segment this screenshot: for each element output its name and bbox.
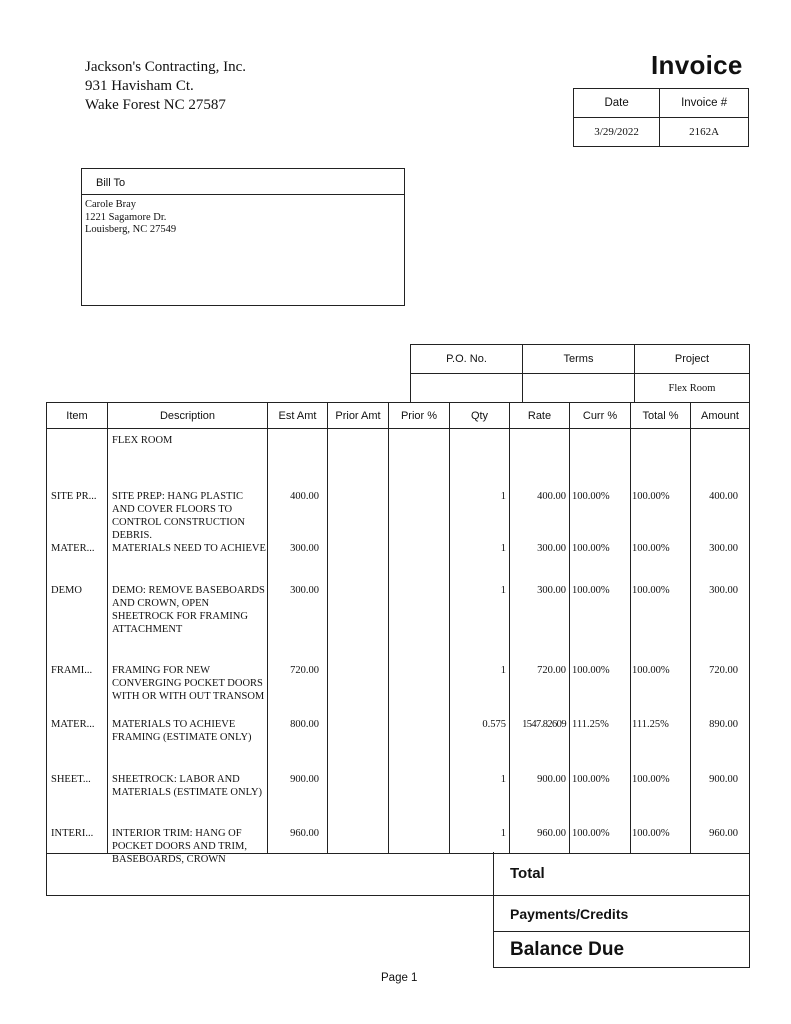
cell-total-pct: 100.00% [632,774,670,785]
cell-amount: 960.00 [709,828,738,839]
invoice-date: 3/29/2022 [574,118,660,147]
cell-item: SITE PR... [51,491,97,502]
column-header-amount: Amount [701,410,739,422]
cell-est-amt: 800.00 [290,719,319,730]
column-header-est-amt: Est Amt [268,403,328,428]
cell-est-amt: 960.00 [290,828,319,839]
cell-amount: 400.00 [709,491,738,502]
cell-amount: 900.00 [709,774,738,785]
table-body [47,429,749,865]
line-items-table [46,402,750,865]
date-label: Date [574,89,660,118]
column-header-qty: Qty [450,403,510,428]
cell-rate: 1547.82609 [522,719,566,730]
column-header-prior-amt: Prior Amt [328,403,389,428]
cell-curr-pct: 100.00% [572,491,610,502]
cell-qty: 1 [500,543,506,554]
column-header-prior-pct: Prior % [389,403,450,428]
cell-amount: 300.00 [709,585,738,596]
cell-curr-pct: 100.00% [572,543,610,554]
cell-amount: 300.00 [709,543,738,554]
cell-rate: 900.00 [537,774,566,785]
cell-total-pct: 111.25% [632,719,669,730]
column-header-rate: Rate [510,403,570,428]
bill-to-label: Bill To [82,169,404,195]
cell-total-pct: 100.00% [632,585,670,596]
cell-est-amt: 900.00 [290,774,319,785]
cell-curr-pct: 100.00% [572,828,610,839]
cell-qty: 1 [500,665,506,676]
cell-description: FRAMING FOR NEW CONVERGING POCKET DOORS WITH OR WITH OUT TRANSOM [112,665,265,702]
cell-qty: 0.575 [482,719,506,730]
cell-rate: 720.00 [537,665,566,676]
cell-curr-pct: 100.00% [572,774,610,785]
column-divider [107,429,108,853]
cell-est-amt: 300.00 [290,543,319,554]
page-number: Page 1 [381,972,418,984]
invoice-number-label: Invoice # [660,89,749,118]
column-divider [267,429,268,853]
company-block [85,58,246,115]
po-number-value [411,374,523,403]
cell-total-pct: 100.00% [632,828,670,839]
balance-due-label: Balance Due [493,932,750,968]
project-label: Project [635,345,750,374]
cell-total-pct: 100.00% [632,543,670,554]
cell-description: SHEETROCK: LABOR AND MATERIALS (ESTIMATE ONLY) [112,774,263,798]
cell-rate: 300.00 [537,585,566,596]
order-info-table [410,344,750,403]
bill-to-address-line2: Louisberg, NC 27549 [85,224,177,235]
cell-rate: 400.00 [537,491,566,502]
column-header-item: Item [47,403,108,428]
document-title: Invoice [651,50,743,80]
column-divider [449,429,450,853]
column-header-curr-pct: Curr % [570,403,631,428]
cell-item: INTERI... [51,828,94,839]
totals-spacer [46,852,494,896]
cell-item: DEMO [51,585,82,596]
cell-rate: 960.00 [537,828,566,839]
cell-description: MATERIALS TO ACHIEVE FRAMING (ESTIMATE ONLY) [112,719,252,743]
column-divider [327,429,328,853]
bill-to-address-line1: 1221 Sagamore Dr. [85,211,167,223]
cell-total-pct: 100.00% [632,665,670,676]
po-number-label: P.O. No. [411,345,523,374]
cell-rate: 300.00 [537,543,566,554]
invoice-meta-table [573,88,749,147]
bill-to-box [81,168,405,306]
cell-item: MATER... [51,719,95,730]
cell-qty: 1 [500,828,506,839]
cell-curr-pct: 111.25% [572,719,609,730]
column-header-description: Description [108,403,268,428]
cell-amount: 890.00 [709,719,738,730]
cell-est-amt: 720.00 [290,665,319,676]
company-address-line2: Wake Forest NC 27587 [85,97,226,113]
column-header-total-pct: Total % [631,403,691,428]
cell-item: MATER... [51,543,95,554]
cell-est-amt: 300.00 [290,585,319,596]
cell-total-pct: 100.00% [632,491,670,502]
cell-description: DEMO: REMOVE BASEBOARDS AND CROWN, OPEN SHEETROCK FOR FRAMING ATTACHMENT [112,585,265,635]
total-label: Total [493,852,750,896]
cell-curr-pct: 100.00% [572,585,610,596]
section-heading: FLEX ROOM [112,435,173,446]
invoice-number: 2162A [660,118,749,147]
project-value: Flex Room [635,374,750,403]
terms-label: Terms [523,345,635,374]
cell-curr-pct: 100.00% [572,665,610,676]
table-header-row [47,403,749,429]
column-divider [630,429,631,853]
cell-qty: 1 [500,585,506,596]
cell-amount: 720.00 [709,665,738,676]
column-divider [569,429,570,853]
totals-block [493,852,750,968]
cell-qty: 1 [500,774,506,785]
cell-est-amt: 400.00 [290,491,319,502]
company-address-line1: 931 Havisham Ct. [85,78,194,94]
column-divider [388,429,389,853]
column-divider [690,429,691,853]
cell-description: MATERIALS NEED TO ACHIEVE [112,543,266,554]
bill-to-name: Carole Bray [85,199,137,210]
company-name: Jackson's Contracting, Inc. [85,59,247,75]
cell-qty: 1 [500,491,506,502]
terms-value [523,374,635,403]
cell-description: INTERIOR TRIM: HANG OF POCKET DOORS AND TRIM, BASEBOARDS, CROWN [112,828,247,865]
payments-credits-label: Payments/Credits [493,896,750,932]
cell-item: SHEET... [51,774,91,785]
cell-item: FRAMI... [51,665,93,676]
cell-description: SITE PREP: HANG PLASTIC AND COVER FLOORS TO CONTROL CONSTRUCTION DEBRIS. [112,491,245,541]
